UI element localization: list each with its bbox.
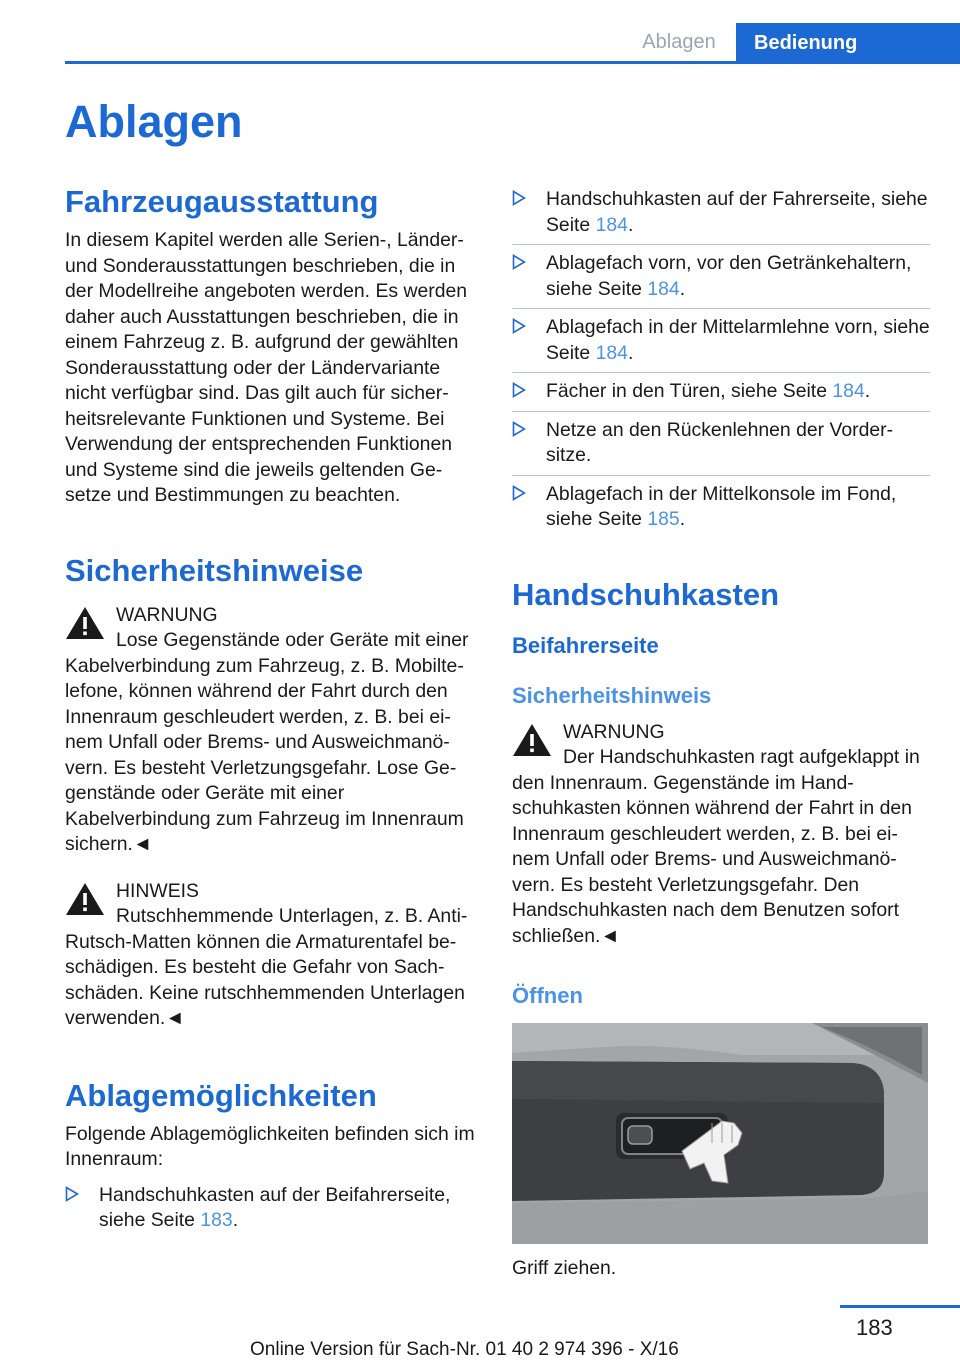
- triangle-bullet-icon: [512, 190, 526, 206]
- warning-text: Der Handschuhkasten ragt aufgeklappt in den Innenraum. Gegenstände im Hand-schuhkasten können während der Fahrt in den Innenraum geschleudert werden, z. B. bei ei-nem Unfall oder Brems- und Ausweichmanö-vern. Es besteht Verletzungsgefahr. Den Handschuhkasten nach dem Benutzen sofort schließen.◄: [512, 746, 920, 947]
- triangle-bullet-icon: [512, 382, 526, 398]
- list-item: [512, 251, 930, 302]
- left-column: [65, 182, 483, 1240]
- page-link[interactable]: 185: [647, 508, 680, 530]
- intro-paragraph: In diesem Kapitel werden alle Serien-, Länder- und Sonderausstattungen beschrieben, die in der Modellreihe angeboten werden. Es werden daher auch Ausstattungen beschrieben, die in einem Fahrzeug z. B. aufgrund der gewählten Sonderausstattung oder der Ländervariante nicht verfügbar sind. Das gilt auch für sicher-heitsrelevante Funktionen und Systeme. Bei Verwendung der entsprechenden Funktionen und Systeme sind die jeweils geltenden Ge-setze und Bestimmungen zu beachten.: [65, 229, 468, 506]
- list-item-end: .: [679, 508, 686, 530]
- list-item-text: Ablagefach in der Mittelarmlehne vorn, siehe Seite: [546, 316, 930, 364]
- list-item: [512, 379, 930, 405]
- triangle-bullet-icon: [512, 421, 526, 437]
- warning-triangle-icon: [65, 882, 105, 916]
- heading-handschuhkasten: Handschuhkasten: [512, 576, 780, 612]
- list-divider: [512, 308, 930, 309]
- photo-caption: Griff ziehen.: [512, 1257, 617, 1279]
- list-divider: [512, 244, 930, 245]
- list-item: [512, 482, 930, 533]
- triangle-bullet-icon: [512, 318, 526, 334]
- warning-label: WARNUNG: [563, 720, 665, 743]
- list-item-text: Ablagefach vorn, vor den Getränkehaltern, siehe Seite: [546, 252, 912, 300]
- page-link[interactable]: 184: [595, 341, 628, 364]
- warning-text: Lose Gegenstände oder Geräte mit einer Kabelverbindung zum Fahrzeug, z. B. Mobilte-lefone, können während der Fahrt durch den Innenraum geschleudert werden, z. B. bei ei-nem Unfall oder Brems- und Ausweichmanö-vern. Es besteht Verletzungsgefahr. Lose Ge-genstände oder Geräte mit einer Kabelverbindung zum Fahrzeug im Innenraum sichern.◄: [65, 629, 469, 855]
- page-link[interactable]: 183: [200, 1209, 233, 1231]
- glovebox-illustration: [512, 1023, 928, 1244]
- list-item-end: .: [864, 380, 871, 402]
- page-link[interactable]: 184: [647, 277, 680, 300]
- list-item-text: Netze an den Rückenlehnen der Vorder-sitze.: [546, 418, 894, 466]
- list-item-text: Fächer in den Türen, siehe Seite: [546, 380, 833, 402]
- list-divider: [512, 372, 930, 373]
- notice-text: Rutschhemmende Unterlagen, z. B. Anti-Rutsch-Matten können die Armaturentafel be-schädigen. Es besteht die Gefahr von Sach-schäden. Keine rutschhemmenden Unterlagen verwenden.◄: [65, 905, 468, 1029]
- list-divider: [512, 475, 930, 476]
- heading-oeffnen: Öffnen: [512, 983, 583, 1008]
- list-item-text: Handschuhkasten auf der Fahrerseite, siehe Seite: [546, 188, 928, 236]
- heading-sicherheitshinweise: Sicherheitshinweise: [65, 552, 364, 588]
- heading-beifahrerseite: Beifahrerseite: [512, 632, 659, 658]
- storage-list-left: [65, 1183, 483, 1234]
- triangle-bullet-icon: [65, 1186, 79, 1202]
- list-item-end: .: [232, 1209, 239, 1231]
- heading-sicherheitshinweis: Sicherheitshinweis: [512, 682, 712, 708]
- page-link[interactable]: 184: [832, 380, 865, 402]
- triangle-bullet-icon: [512, 485, 526, 501]
- list-item: [65, 1183, 483, 1234]
- warning-triangle-icon: [512, 723, 552, 757]
- notice-label: HINWEIS: [116, 879, 199, 902]
- glovebox-photo: [512, 1023, 928, 1244]
- triangle-bullet-icon: [512, 254, 526, 270]
- page-title: Ablagen: [65, 96, 243, 147]
- page-number: 183: [856, 1315, 893, 1340]
- list-item: [512, 187, 930, 238]
- right-column: [512, 182, 930, 1282]
- list-item-end: .: [679, 277, 686, 300]
- storage-list-right: [512, 187, 930, 533]
- header-tab-bedienung[interactable]: Bedienung: [736, 23, 960, 64]
- storage-intro: Folgende Ablagemöglichkeiten befinden sich im Innenraum:: [65, 1122, 475, 1170]
- list-item-end: .: [627, 213, 634, 236]
- header-tab-ablagen[interactable]: Ablagen: [642, 31, 716, 53]
- list-divider: [512, 411, 930, 412]
- list-item: [512, 315, 930, 366]
- list-item-text: Handschuhkasten auf der Beifahrerseite, siehe Seite: [99, 1183, 451, 1231]
- header-divider: [65, 61, 960, 64]
- list-item-end: .: [627, 341, 634, 364]
- list-item-text: Ablagefach in der Mittelkonsole im Fond, siehe Seite: [546, 482, 897, 530]
- warning-label: WARNUNG: [116, 603, 218, 626]
- notice-block: [65, 878, 483, 1032]
- list-item: [512, 418, 930, 469]
- heading-ablagemoeglichkeiten: Ablagemöglichkeiten: [65, 1077, 377, 1113]
- warning-block-2: [512, 719, 930, 950]
- heading-fahrzeugausstattung: Fahrzeugausstattung: [65, 184, 379, 219]
- warning-block-1: [65, 602, 483, 858]
- page-number-divider: [840, 1305, 960, 1308]
- warning-triangle-icon: [65, 606, 105, 640]
- footer-version: Online Version für Sach-Nr. 01 40 2 974 396 - X/16: [250, 1339, 679, 1360]
- page-link[interactable]: 184: [595, 213, 628, 236]
